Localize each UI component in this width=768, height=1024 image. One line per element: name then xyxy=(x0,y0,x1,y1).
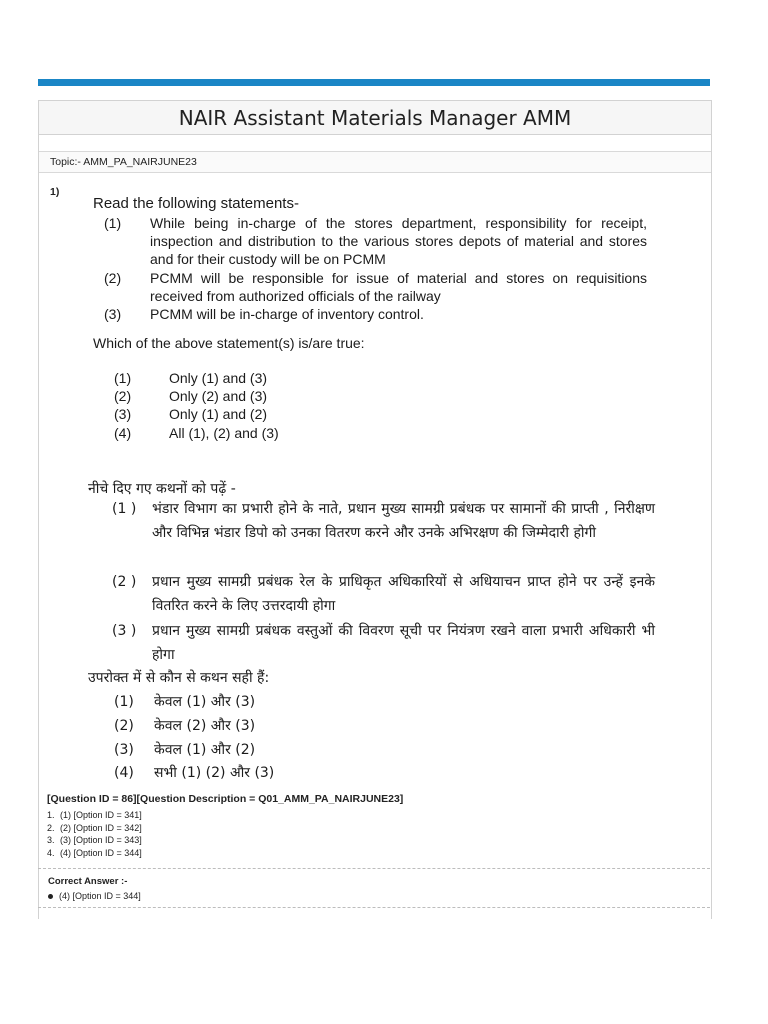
statement-text: PCMM will be in-charge of inventory control. xyxy=(150,306,424,322)
statement-number: (2) xyxy=(104,270,122,286)
divider xyxy=(38,907,710,908)
english-statement xyxy=(104,269,647,305)
option-text: केवल (1) और (3) xyxy=(154,694,256,710)
option-number: (3) xyxy=(114,742,134,758)
statement-number: (1) xyxy=(104,215,122,231)
option-number: (1) xyxy=(114,370,132,386)
option-number: (4) xyxy=(114,765,134,781)
option-number: (3) xyxy=(114,406,132,422)
statement-number: (3 ) xyxy=(112,623,137,639)
hindi-statement xyxy=(112,498,655,569)
option-text: All (1), (2) and (3) xyxy=(169,425,279,441)
list-item xyxy=(47,809,142,822)
correct-answer-value xyxy=(48,891,141,901)
list-number: 2. xyxy=(47,822,55,833)
correct-answer-label: Correct Answer :- xyxy=(48,876,128,887)
list-item xyxy=(47,834,142,847)
list-number: 1. xyxy=(47,810,55,820)
spacer-row xyxy=(39,135,711,152)
option-text: Only (1) and (2) xyxy=(169,406,268,422)
option-text: केवल (1) और (2) xyxy=(154,742,256,758)
statement-number: (2 ) xyxy=(112,574,137,590)
option-text: सभी (1) (2) और (3) xyxy=(154,765,275,781)
question-number: 1) xyxy=(50,186,60,198)
english-statement xyxy=(104,305,647,323)
option-number: (4) xyxy=(114,425,132,441)
option-number: (2) xyxy=(114,718,134,734)
hindi-statement xyxy=(112,620,655,667)
header-accent-bar xyxy=(38,79,710,86)
english-prompt: Which of the above statement(s) is/are true: xyxy=(93,335,365,351)
list-item xyxy=(47,847,142,860)
list-text: (4) [Option ID = 344] xyxy=(60,847,142,858)
list-text: (1) [Option ID = 341] xyxy=(60,810,142,820)
statement-text: प्रधान मुख्य सामग्री प्रबंधक वस्तुओं की विवरण सूची पर नियंत्रण रखने वाला प्रभारी अधिकारी भी होगा xyxy=(152,623,655,663)
statement-number: (1 ) xyxy=(112,501,137,517)
hindi-prompt: उपरोक्त में से कौन से कथन सही हैं: xyxy=(88,670,270,686)
english-statement xyxy=(104,214,647,268)
option-number: (1) xyxy=(114,694,134,710)
option-number: (2) xyxy=(114,388,132,404)
list-text: (3) [Option ID = 343] xyxy=(60,835,142,845)
topic-label: Topic:- AMM_PA_NAIRJUNE23 xyxy=(50,156,197,168)
statement-number: (3) xyxy=(104,306,122,322)
option-id-list xyxy=(47,809,142,859)
option-text: Only (2) and (3) xyxy=(169,388,268,404)
option-text: Only (1) and (3) xyxy=(169,370,268,386)
bullet-icon xyxy=(48,894,53,899)
correct-answer-text: (4) [Option ID = 344] xyxy=(59,891,141,901)
question-meta: [Question ID = 86][Question Description = Q01_AMM_PA_NAIRJUNE23] xyxy=(47,793,404,805)
divider xyxy=(38,868,710,869)
hindi-heading: नीचे दिए गए कथनों को पढ़ें - xyxy=(88,481,236,497)
english-heading: Read the following statements- xyxy=(93,195,299,212)
statement-text: भंडार विभाग का प्रभारी होने के नाते, प्रधान मुख्य सामग्री प्रबंधक पर सामानों की प्राप्ती , निरीक्षण और विभिन्न भंडार डिपो को उनका वितरण करने और उनके अभिरक्षण की जिम्मेदारी होगी xyxy=(152,501,655,541)
hindi-statement xyxy=(112,571,655,618)
list-number: 4. xyxy=(47,847,55,858)
list-number: 3. xyxy=(47,835,55,845)
statement-text: PCMM will be responsible for issue of material and stores on requisitions received from authorized officials of the railway xyxy=(150,270,647,304)
option-text: केवल (2) और (3) xyxy=(154,718,256,734)
topic-row xyxy=(39,152,711,173)
statement-text: प्रधान मुख्य सामग्री प्रबंधक रेल के प्राधिकृत अधिकारियों से अधियाचन प्राप्त होने पर उन्हें इनके वितरित करने के लिए उत्तरदायी होगा xyxy=(152,574,655,614)
page-title: NAIR Assistant Materials Manager AMM xyxy=(39,101,711,135)
statement-text: While being in-charge of the stores department, responsibility for receipt, inspection and distribution to the various stores depots of material and stores and for their custody will be on PCMM xyxy=(150,215,647,267)
list-item xyxy=(47,822,142,835)
list-text: (2) [Option ID = 342] xyxy=(60,822,142,833)
